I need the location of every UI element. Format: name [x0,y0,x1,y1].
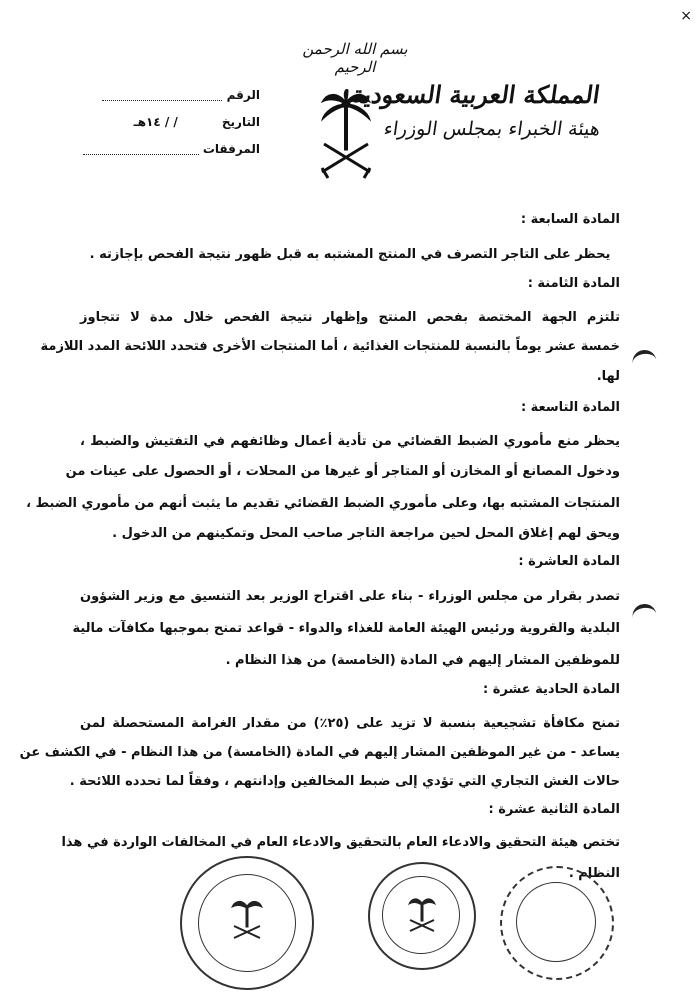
article-12-line-1: تختص هيئة التحقيق والادعاء العام بالتحقيق والادعاء العام في المخالفات الواردة في هذا [61,835,620,850]
article-11-line-1: تمنح مكافأة تشجيعية بنسبة لا تزيد على (٢٥٪) من مقدار الغرامة المستحصلة لمن [80,716,620,731]
article-11-heading: المادة الحادية عشرة : [483,682,620,697]
article-8-line-3: لها. [596,369,620,384]
date-field [94,115,260,129]
official-seal-icon [180,856,314,990]
article-8-line-1: تلتزم الجهة المختصة بفحص المنتج وإظهار نتيجة الفحص خلال مدة لا تتجاوز [80,310,620,325]
article-7-heading: المادة السابعة : [520,212,620,227]
punch-hole-mark [631,602,657,621]
article-10-line-2: البلدية والقروية ورئيس الهيئة العامة للغذاء والدواء - قواعد تمنح بموجبها مكافآت مالية [72,621,620,636]
article-8-heading: المادة الثامنة : [527,276,620,291]
attachments-field [83,142,260,156]
article-9-line-2: ودخول المصانع أو المخازن أو المتاجر أو غيرها من المحلات ، أو الحصول على عينات من [65,464,620,479]
date-value: / / ١٤هـ [133,115,178,129]
article-10-line-1: تصدر بقرار من مجلس الوزراء - بناء على اقتراح الوزير بعد التنسيق مع وزير الشؤون [80,589,620,604]
article-9-line-1: يحظر منع مأموري الضبط القضائي من تأدية أعمال وظائفهم في التفتيش والضبط ، [80,434,620,449]
basmala: بسم الله الرحمن الرحيم [302,40,408,76]
article-10-line-3: للموظفين المشار إليهم في المادة (الخامسة) من هذا النظام . [225,653,620,668]
article-12-heading: المادة الثانية عشرة : [488,802,620,817]
article-11-line-3: حالات الغش التجاري التي تؤدي إلى ضبط المخالفين وإدانتهم ، وفقاً لما تحدده اللائحة . [69,774,620,789]
ref-field [102,88,260,102]
article-11-line-2: يساعد - من غير الموظفين المشار إليهم في المادة (الخامسة) من هذا النظام - في الكشف عن [19,745,620,760]
article-9-line-3: المنتجات المشتبه بها، وعلى مأموري الضبط القضائي تقديم ما يثبت أنهم من مأموري الضبط ، [26,496,620,511]
official-seal-icon [368,862,476,970]
attachments-line [83,144,199,155]
article-9-line-4: ويحق لهم إغلاق المحل لحين مراجعة التاجر صاحب المحل وتمكينهم من الدخول . [112,526,620,541]
authority-name: هيئة الخبراء بمجلس الوزراء [382,118,602,140]
ref-label: الرقم [226,88,260,102]
corner-mark: × [680,8,692,24]
kingdom-name: المملكة العربية السعودية [350,80,603,109]
article-10-heading: المادة العاشرة : [518,554,620,569]
article-9-heading: المادة التاسعة : [520,400,620,415]
article-8-line-2: خمسة عشر يوماً بالنسبة للمنتجات الغذائية ، أما المنتجات الأخرى فتحدد اللائحة المدد اللازمة [40,339,620,354]
official-seal-icon [500,866,614,980]
attachments-label: المرفقات [202,142,260,156]
article-12-line-2: النظام . [568,866,620,881]
punch-hole-mark [631,348,657,367]
ref-line [102,90,222,101]
date-label: التاريخ [221,115,260,129]
article-7-line-1: يحظر على التاجر التصرف في المنتج المشتبه به قبل ظهور نتيجة الفحص بإجازته . [89,247,611,262]
